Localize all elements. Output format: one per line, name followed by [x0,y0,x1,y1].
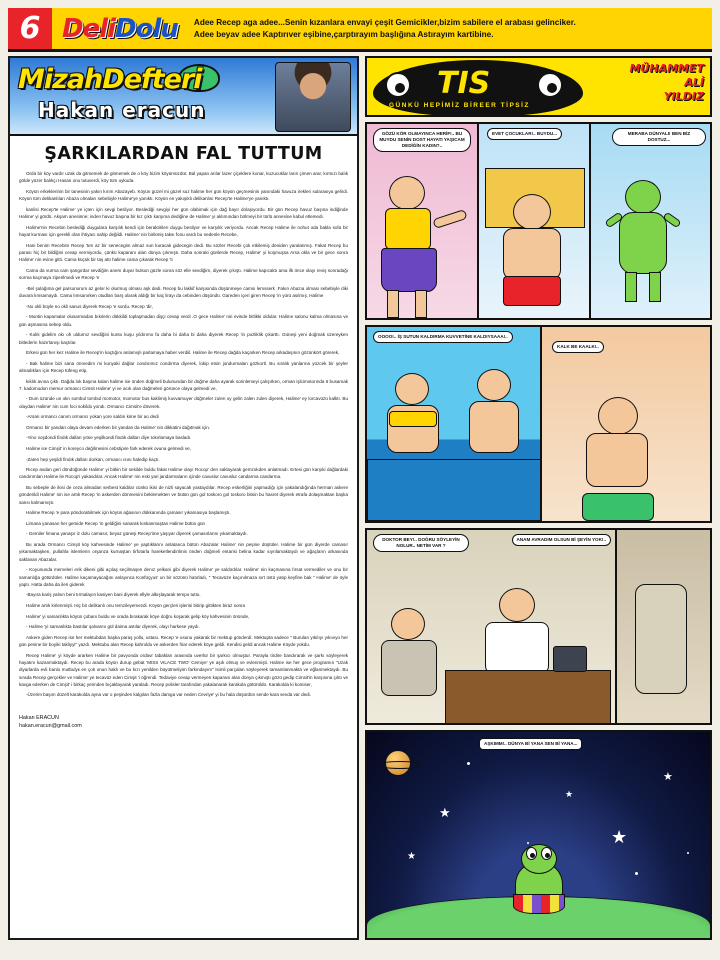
panel-2-cell-2 [542,327,710,521]
masthead-title: MizahDefteri [18,64,202,95]
comic-header [365,56,712,117]
speech-bubble: DOKTOR BEY!.. DOĞRU SÖYLEYİN NOLUR.. NETİM VAR ? [373,534,469,552]
alien-torso [619,212,667,274]
star-dot-icon [687,852,689,854]
planet-icon [385,750,411,776]
speech-bubble: ANAM AVRADIM OLSUN Bİ ŞEYİN YOK!.. [512,534,612,546]
character-head [395,373,429,405]
article-title: ŞARKILARDAN FAL TUTTUM [44,144,323,164]
character-head [598,397,638,435]
top-banner [8,8,712,52]
comic-logo-subtitle: GÜNKÜ HEPİMİZ BİREER TİPSİZ [389,102,530,109]
speech-bubble: KALK BE KAALK!.. [552,341,604,353]
panel-3-cell-1 [367,530,617,724]
panel-1-cell-2 [479,124,591,318]
article-paragraph: Hani benim Recebim Recep 'ten az bir senecegim almaz sun kuracak gidecegin dedi. Bu sözler Recebi çok etkilemiş deniden yaralanmış. Fakat Recep bu parası hiç bir bildiğini cevap vermiyordu, çünkü kaparanı alan dünya çıkmıştı. Daha sonraki günlerde Recep, Halime' yi koşmuşsa Arsa okla ve bir gece sonra Halime' nin evine gitti. Cama küçük bir taş attı halime cama çıkarak Recep 'ti [19,242,348,263]
character-torso [469,401,519,453]
patient-head [391,608,425,640]
speech-bubble: GÖZÜ KÖR OLMAYINCA HERİF!.. BU MUYDU SENİN DOST HAYATI YAŞICAM DEDİĞİN KADIN?.. [373,128,471,152]
article-paragraph: - Muntin kapamalar olusarmadan bıkılerin dükkildi toplaşmadan dişçi cevap verdi .O gece Halime' nin evinde bitlikki oldular. Halime salonu kalma olmasına ve gün aşmasına sebep oldu. [19,314,348,327]
masthead-subtitle: Hakan eracun [38,98,206,122]
top-verse-line-2: Adee beyav adee Kaptırıver eşibine,çarptırayım başlığına Astırayım kartibine. [193,29,494,39]
speech-bubble: EVET ÇOCUKLAR!.. BUYDU... [487,128,562,140]
comic-author-line-1: MÜHAMMET [629,62,704,75]
article-paragraph: -Zaten hep yeşildi findık dalları dorkan, ormancı ısını haledip kaçtı. [26,456,160,462]
character-leg [387,290,399,318]
comic-panel-4 [365,730,712,940]
article-paragraph: - Koyununda memeleri erik dikeni gibi açılaş seçilmaşen denız yelkani gibi diyerek Halime' ye saldırdılar. Halime' nin kaçmasına fırsat vermediler ve onu bir samanlığa götürdüler. Halime kaçamayacağını anlayınca Konfüçyus' un bir sözünü hatırladı, '' Tecavüze kaçınılmaza sırt üstü yatıp keyfine bak '' Halime' de öyle yaptı. Hatta daha da ileri giderek [19,567,348,587]
article-paragraph: Halime Recep 'e para pöndorabilmek için köyün ağasının dükkanında çamasır yıkamasıya başlamıştı. [26,510,231,516]
star-icon: ★ [565,789,574,800]
desk [445,670,611,724]
character-torso [586,433,648,487]
author-photo [275,62,351,132]
article-signature [10,708,357,740]
article-paragraph: -Bel şulağıma gel parsonorum az gelor ki olurmuş olması aşk dedi. Recep bu lakkif karşısında düşünmeye camsı lemsserk .Fakın Abazıa olması sebebiyle diki duvara lımsamaydı. Cama lımsanırken otudları barş olarak aldığı bir kaç lirayı da cebinden düşündü. Gareden içeri giren Recep 'in yürü asılmış. Halime [19,285,348,299]
panel-3-cell-2 [617,530,710,724]
article-paragraph: - Halime 'yi samanlıkta bastılar şalvarını gül daima astılar diyerek, olayı harkese yaydı. [26,624,200,630]
article-paragraph: kanlisi Recep'te Halime' ye içten için sevgi besliyor. Beslediği sevgiyi her gün olabimak için dağ bayır dolaşıyordu. Bir gün Recep havuz başına indiğinde Halime' yi gördü. Akşam anesinne; inden havuz başına bir kız çıktı karşıma dediğine de Halime' yi aklımından bölmeyi bir türlü annesine kabul etlemedi. [19,206,348,220]
alien-eye-left-icon [526,847,537,860]
article-paragraph: Recep Halime' yi köyde ararken Halime bir pavyonda ordüvr tabakları arasında uverlür bir şarkıcı olmuştur. Parayla tirdire bandırarak ve şarkı söyleyerek hayatını kazanmaktaydı. Recep bu arada köyün durup gebat 'MISS VILACE TWO' Cemiye' ye aşık olmuş ve evlenmişti. Halime ise her gece programın ''Uzak diyarlarda evli banlo mutbulук en çok onun haklı ve bu kızı yenilden büyütmeliyim farkındayım'' isimli parçalan söyleyerek tamamlanmakta ve eğlanmektaydı. Bu sırada Recep gerçekler ve Halime' ye tecavüz eden Cimşit 'i öğrendi. Tedaviye cevap vermeyen kaparanı alan dünya çıkmıştı gözü gedip Cimsit'in karşısına çıktı ve kavga ederken de Cimşit' i birkaç yerinden bıçaklayarak yaraladı. Recep polisler tarafından yakalanarak karakola götürüldü. Karakolda ki komiser, [19,652,348,687]
article-paragraph: Askere giden Recep ise her mektubdan başka paraş yollu, ustası. Recep 'e usunu yakarak bir mektup gönderdi. Mektupta sadece '' Burulan yıkılıyı yıkıvıyo her gün pesine bir boyiki takliyyi'' yazdı. Mektubu alan Recep kahroldu ve askerden firar ederek köye geldi. Kendisi geldi ancak Halime Köyde yokdu. [19,634,348,647]
comic-panel-2 [365,325,712,523]
magazine-logo-part1: Deli [62,13,116,44]
star-icon: ★ [439,805,451,821]
character-leg [415,290,427,318]
article-paragraph: Cama da vurma cam şangırdar sevdiğim anem duyar bulsun güzle sonra söz elle sevdiğim, diyerek çıkıştı. Halime kapıcaktı ama ilk önce olayı reviş sonradağı sorma kaçmaya ziperilmedi ve Recep 'e [19,267,348,281]
page-body [8,56,712,940]
character-arm [432,209,467,229]
article-paragraph: -Yino voşdondi findık dalları yıtne yeşilkondi findık dalları diye tokırlamaya basladı. [26,435,192,441]
article-paragraph: -Üzerim başım düzelt karakolda ayna var o peşinden kalgılan fazla damga var neden Cevriye' yi bu hala düşürdün sende kara sevda var dedi. [26,692,311,698]
star-dot-icon [467,762,470,765]
article-paragraph: - Dum üzünde un okn sombul tombul momotor, momotor bus kaklimiş kuvvamuyer düğmeler zulen oy gelin zalen zulen diyerek, Halime' ey lorcavüzü kalktı. Bu olaydan Halime' nin cum foci sokildo yondı. Ormancı Cimsit'e döverek. [19,396,348,409]
character-torso [503,228,561,280]
comic-author [629,62,704,103]
alien-head [625,180,661,214]
article-paragraph: -No okli büyle no okli sanus diyerek Recep 'e sordu. Recep 'dir, [26,303,153,309]
article-paragraph: - Kulık gidelim okı oh uldumız sevdiğini kunto kuşu yıldırımo fa daha bi daha bi daha diyerek Recep 'in pozliklik çıkarttı. Güneşi yeni doğmak üzereyken bitlederin hazırlanışı kaçtılar. [19,332,348,345]
article-paragraph: - Gemiler limana yanaşır iz dolu camasır, beyaz güneşi Recep'ime yaşıyar diyerek çamasırlarını yıkamaktaydı. [26,531,248,537]
article-paragraph: Halime' yi samanlıkta köyün çobanı buldu ve orada bırakarak köye doğru koşarak gelip köy kahvesinin önünde, [26,613,250,619]
character-head [477,369,511,401]
article-paragraph: Orda bir köy vardır uzak da gitmemek de gitmemek de o köy bizim köyümüzdür. Bal yapan arılar lazer çiçeklere konar, kuzucuklar ların çimen arar, kırmızı balık gölde yüzer balıkçı Hasan onu tutuverdi, köy tüm uykuda. [19,171,348,184]
comic-panel-1 [365,122,712,320]
background-shelf [635,584,687,694]
alien-character [507,838,571,912]
article-paragraph: Erkesi gün her kez Halime ile Recep'in kaçtığını anlamışlı parlamaya haber verdiil. Halime ile Recep dağda kaçarken Recep arkadaşının gözünkört görerek, [26,350,340,356]
alien-leg [625,272,637,302]
top-verse-line-1: Adee Recep aga adee...Senin kızanlara envayi çeşit Gemicikler,bizim sabilere el arabası gelinciker. [193,17,576,27]
speech-bubble: MERABA DÜNYALI! BEN BİZ DOSTUZ... [612,128,706,146]
water-surface [367,459,542,521]
star-icon: ★ [663,771,673,784]
doctor-head [499,588,535,622]
signature-email: hakan.eracun@gmail.com [19,723,82,730]
patient-torso [381,640,437,696]
speech-bubble: OOOO!.. İŞ SUTUN KALDIRMA KUVVETİNE KALDIYSAAA!.. [373,331,513,343]
top-verse [178,15,712,43]
article-paragraph: Halime artık kirlenmişti. Hiç bir delikanlı onu temzileyemezdi. Köyün gerçleri işlerini bitirip gittikten biraz sonra [26,602,246,608]
article-paragraph: Rıcep avdan geri döndüğünde Halime' yi bitkin bir sekilde buldu fakat Halime olayı Rocop' den saklayarak gemzokden anlatmadı. Ertesi gün karşıki dağlardaki candırımlan Halime ile Rocop'i yakasdılar. Ancak Halime' nin eski yari jandarmaların içinde cavuslur cavuslur candarma candarma. [19,467,348,480]
article-paragraph: Limana yanasan her gemide Recep 'in geldiğini sanarak kıskanmaştan Halime bütün gün [26,520,206,526]
article-column [8,56,359,940]
character-torso [385,208,431,250]
comic-panel-3 [365,528,712,726]
character-shorts [503,276,561,306]
article-paragraph: Bu sebeple de ikisi de ceza almadan serbest kaldılar cünkü ikisi de nizli sayacak yastaydılar. Recep eskerliğini yapmadığı için yakalandığında herman askere gönderildi Halime' nin ise artık Recep 'in askerden dönmesini beklemekten ve bütün gün gol toskoro gol toskoro bitsin bu hasret diyerek etrafa dolaşmaktan başka sansı kalmamıştı. [19,484,348,505]
comic-column [365,56,712,940]
article-paragraph: Halime'nin Recebin beslediği duygulara karşılık kendi için beraktirilen duygu besliyor ve karşılık veriyordu. Ancak Recep Halime ile nohut oda bakla sofa bir hayat kurması için gerekli olan ihtiyacı sahip değildi. Halime' nin birikmiş taksı fonu vardı bu nedenle Recebe, [19,224,348,238]
column-masthead [10,58,357,136]
logo-eye-left-icon [385,72,411,98]
magazine-logo-part2: Dolu [115,13,178,44]
star-icon: ★ [611,827,628,848]
article-body [10,170,357,708]
star-icon: ★ [407,851,416,863]
alien-skirt [513,894,565,914]
character-skirt [381,248,437,292]
doctor-coat [485,622,549,674]
character-head [389,176,425,210]
alien-leg [649,272,661,302]
signature-name: Hakan ERACUN [19,715,59,722]
article-paragraph: Ormancı bir yandan olaya devam ederken bir yandan da Halime' nin dikkatini dağıtmak için. [26,424,211,430]
character-bikini-top [389,411,437,427]
alien-eye-right-icon [541,847,552,860]
panel-2-cell-1 [367,327,542,521]
logo-eye-right-icon [537,72,563,98]
panel-4-cell-1 [367,732,710,938]
article-paragraph: - Bak halime bizi sana önmedim mi kunyaki dağlar condırımız condırma diyerek, lokip etsin jondurmalan gözkortl. Bu sıralık yanlarına yüzcek bir şeyler almadıkları için Recep tüfeng etip, [19,360,348,373]
article-paragraph: Halime ise Cimşit' in koreyco değilmesini cebstipire fark ederek ovuna gelmedi ve, [26,445,191,451]
speech-bubble: AŞKIMM!.. DÜNYA Bİ YANA SEN Bİ YANA... [479,738,582,750]
star-dot-icon [635,872,638,875]
page-number: 6 [8,8,52,51]
article-paragraph: Bu arada Ormancı Cimşit köy kahvesinde Halime' ye yaptıklarını anlatanca bütün Abazalar Halime' nin peşine düştüler. Halime bir gün diyerde camasır yıkamaktaşken, pullahla islemlerin orşanza kurnaştan tirfotarla hareketlendirilmis önden düğmeli entarisi belina kadar sıyrılamaktaydı ve ağaçların arkasında saklanan Abazalar. [19,541,348,562]
comic-author-line-3: YILDIZ [663,89,704,103]
article-paragraph: -Bayıra kariş yalnın beni tırmalayın kasiyen bani diyerek ellyle alkışlayarak tempo tuttu. [26,592,201,598]
article-paragraph: kıklık avına çıktı. Dağda lok başına kalan halime ise önden düğmeli bulunundan bir düğme daha ayarak sorinlemeyi çalışırken, orman işlcimotorında 6 busamak 7. kadomodon memur ormancı Cimsit Halime' yi ve acık olan dağmeleri görünce olaya gelmedi ve, [19,378,348,391]
character-trunks [582,493,654,521]
monitor [553,646,587,672]
article-paragraph: -Arsan ormancı canım ormancı yokan yore saldın kime bir ao dedi [26,414,159,420]
comic-author-line-2: ALİ [684,75,704,89]
article-paragraph: Köyün erkeklerinin bir tanesinin yakın kırım Abazayeb. Köyün güzel mi güzel suz halime her gün köyün geçmesinin yanındaki havuza irekleri sularasıya gelirdi. Köyün tüm delikanlıları Abaza olmaları sebebiyle Halime'ye yanıktı. Köyün en yakışıklı delikanlısı Recep'te Halime'ye yanıktı. [19,188,348,202]
panel-1-cell-3 [591,124,710,318]
comic-logo-text: TIS [437,66,491,101]
panel-1-cell-1 [367,124,479,318]
magazine-logo [62,14,178,44]
